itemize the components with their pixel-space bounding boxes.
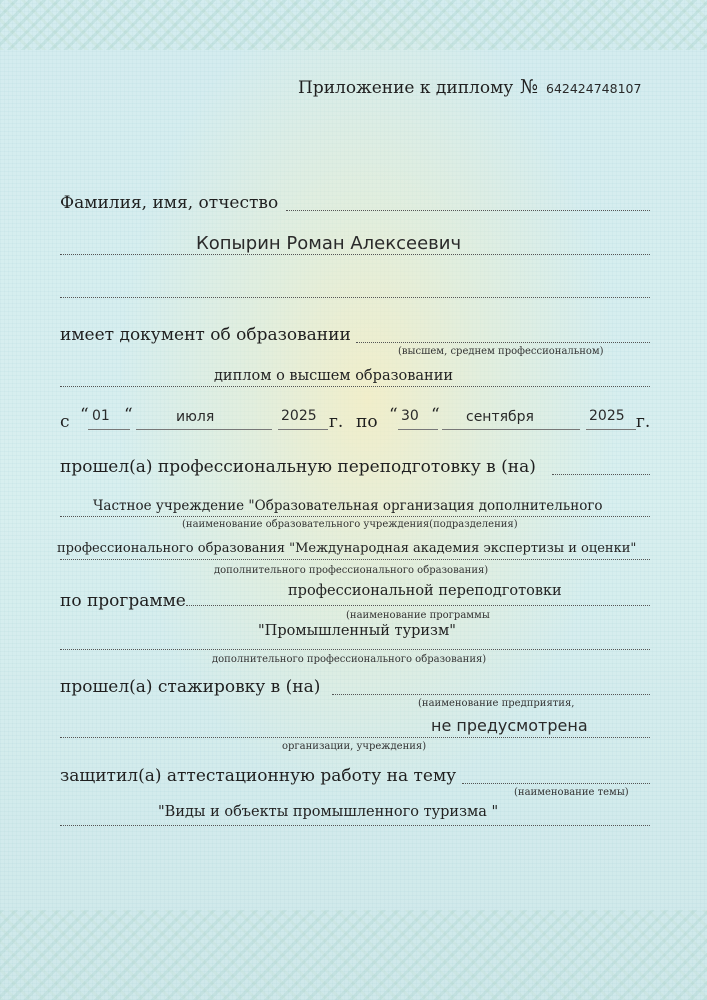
period-from-open-quote: “ [80, 405, 89, 425]
period-from-year-line [278, 429, 328, 430]
period-to-year-suffix: г. [636, 412, 651, 432]
education-label: имеет документ об образовании [60, 325, 351, 345]
thesis-label: защитил(а) аттестационную работу на тему [60, 766, 457, 786]
period-from-prefix: с [60, 412, 70, 432]
fio-line-1 [286, 210, 650, 211]
retraining-line-2 [60, 559, 650, 560]
program-value-line1: профессиональной переподготовки [288, 583, 562, 599]
fio-value: Копырин Роман Алексеевич [196, 233, 462, 254]
thesis-hint: (наименование темы) [514, 787, 629, 798]
period-from-day-line [88, 429, 130, 430]
retraining-label: прошел(а) профессиональную переподготовку в (на) [60, 457, 536, 477]
program-hint2: дополнительного профессионального образования) [212, 654, 487, 665]
retraining-org-line2: профессионального образования "Международная академия экспертизы и оценки" [57, 541, 637, 556]
internship-line-2 [60, 737, 650, 738]
internship-hint2: организации, учреждения) [282, 741, 427, 752]
period-to-open-quote: “ [389, 405, 398, 425]
period-to-month-line [442, 429, 580, 430]
period-from-month: июля [176, 409, 215, 425]
internship-value: не предусмотрена [431, 716, 588, 735]
thesis-line-2 [60, 825, 650, 826]
education-line-1 [356, 342, 650, 343]
thesis-line-1 [462, 783, 650, 784]
period-from-month-line [136, 429, 272, 430]
decorative-border-top [0, 0, 707, 50]
retraining-org-line1: Частное учреждение "Образовательная организация дополнительного [93, 498, 603, 514]
decorative-border-bottom [0, 910, 707, 1000]
fio-line-3 [60, 297, 650, 298]
period-to-close-quote: “ [431, 405, 440, 425]
period-to-year-line [586, 429, 636, 430]
period-from-year-suffix: г. [329, 412, 344, 432]
period-to-month: сентября [466, 409, 534, 425]
period-from-year: 2025 [281, 408, 317, 424]
internship-line-1 [332, 694, 650, 695]
retraining-hint2: дополнительного профессионального образования) [214, 565, 489, 576]
supplement-title: Приложение к диплому [298, 78, 514, 98]
fio-line-2 [60, 254, 650, 255]
education-line-2 [60, 386, 650, 387]
thesis-value: "Виды и объекты промышленного туризма " [158, 804, 499, 820]
program-line-1 [186, 605, 650, 606]
retraining-line-0 [552, 474, 650, 475]
retraining-hint1: (наименование образовательного учреждения(подразделения) [182, 519, 518, 530]
program-value-line2: "Промышленный туризм" [258, 623, 456, 639]
education-hint: (высшем, среднем профессиональном) [398, 346, 604, 357]
period-to-prefix: по [356, 412, 378, 432]
program-label: по программе [60, 591, 186, 611]
period-to-day: 30 [401, 408, 419, 424]
diploma-number: 642424748107 [546, 81, 642, 96]
retraining-line-1 [60, 516, 650, 517]
program-line-2 [60, 649, 650, 650]
education-value: диплом о высшем образовании [214, 368, 454, 384]
period-from-day: 01 [92, 408, 110, 424]
period-to-year: 2025 [589, 408, 625, 424]
period-to-day-line [398, 429, 438, 430]
internship-hint1: (наименование предприятия, [418, 698, 575, 709]
internship-label: прошел(а) стажировку в (на) [60, 677, 321, 697]
number-sign: № [520, 76, 538, 98]
fio-label: Фамилия, имя, отчество [60, 193, 279, 213]
program-hint1: (наименование программы [346, 610, 490, 621]
period-from-close-quote: “ [124, 405, 133, 425]
